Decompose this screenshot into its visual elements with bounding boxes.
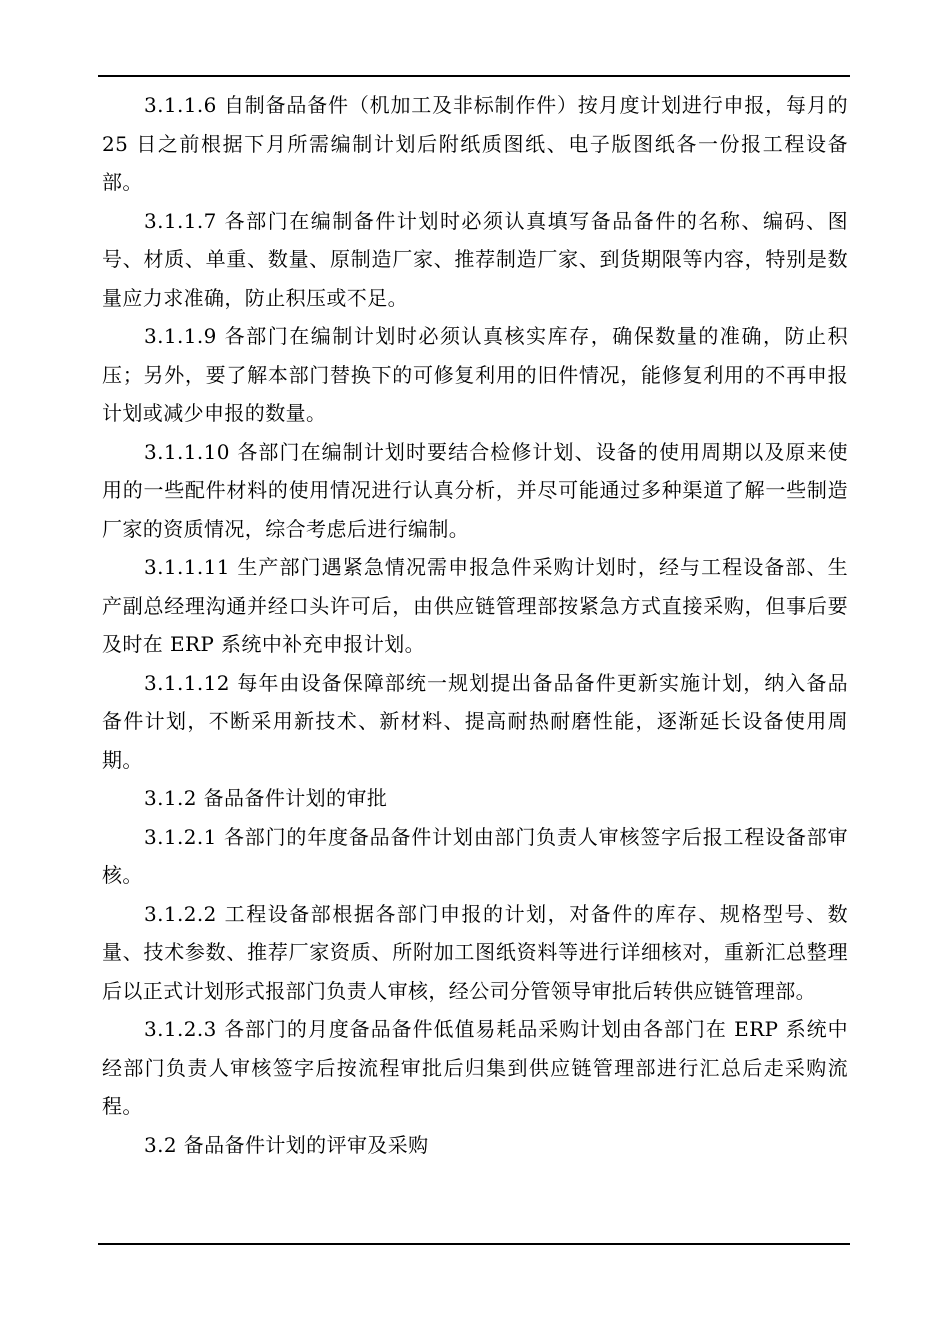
paragraph-3-1-1-11: 3.1.1.11 生产部门遇紧急情况需申报急件采购计划时，经与工程设备部、生产副总经理沟通并经口头许可后，由供应链管理部按紧急方式直接采购，但事后要及时在 ERP 系统中补充申报计划。 xyxy=(102,555,848,656)
paragraph-3-1-1-6: 3.1.1.6 自制备品备件（机加工及非标制作件）按月度计划进行申报，每月的 25 日之前根据下月所需编制计划后附纸质图纸、电子版图纸各一份报工程设备部。 xyxy=(102,93,848,194)
footer-rule xyxy=(98,1243,850,1245)
paragraph-3-1-1-9: 3.1.1.9 各部门在编制计划时必须认真核实库存，确保数量的准确，防止积压；另外，要了解本部门替换下的可修复利用的旧件情况，能修复利用的不再申报计划或减少申报的数量。 xyxy=(102,324,848,425)
section-heading-3-1-2: 3.1.2 备品备件计划的审批 xyxy=(144,786,388,810)
paragraph-3-1-2-1: 3.1.2.1 各部门的年度备品备件计划由部门负责人审核签字后报工程设备部审核。 xyxy=(102,824,848,887)
paragraph-3-1-2-2: 3.1.2.2 工程设备部根据各部门申报的计划，对备件的库存、规格型号、数量、技术参数、推荐厂家资质、所附加工图纸资料等进行详细核对，重新汇总整理后以正式计划形式报部门负责人审核，经公司分管领导审批后转供应链管理部。 xyxy=(102,901,848,1003)
header-rule xyxy=(98,75,850,77)
paragraph-3-1-1-10: 3.1.1.10 各部门在编制计划时要结合检修计划、设备的使用周期以及原来使用的一些配件材料的使用情况进行认真分析，并尽可能通过多种渠道了解一些制造厂家的资质情况，综合考虑后进行编制。 xyxy=(102,439,848,541)
document-body xyxy=(102,86,848,1164)
paragraph-3-1-2-3: 3.1.2.3 各部门的月度备品备件低值易耗品采购计划由各部门在 ERP 系统中经部门负责人审核签字后按流程审批后归集到供应链管理部进行汇总后走采购流程。 xyxy=(102,1017,848,1118)
paragraph-3-1-1-7: 3.1.1.7 各部门在编制备件计划时必须认真填写备品备件的名称、编码、图号、材质、单重、数量、原制造厂家、推荐制造厂家、到货期限等内容，特别是数量应力求准确，防止积压或不足。 xyxy=(102,208,848,310)
paragraph-3-1-1-12: 3.1.1.12 每年由设备保障部统一规划提出备品备件更新实施计划，纳入备品备件计划，不断采用新技术、新材料、提高耐热耐磨性能，逐渐延长设备使用周期。 xyxy=(102,670,848,772)
section-heading-3-2: 3.2 备品备件计划的评审及采购 xyxy=(144,1132,429,1157)
